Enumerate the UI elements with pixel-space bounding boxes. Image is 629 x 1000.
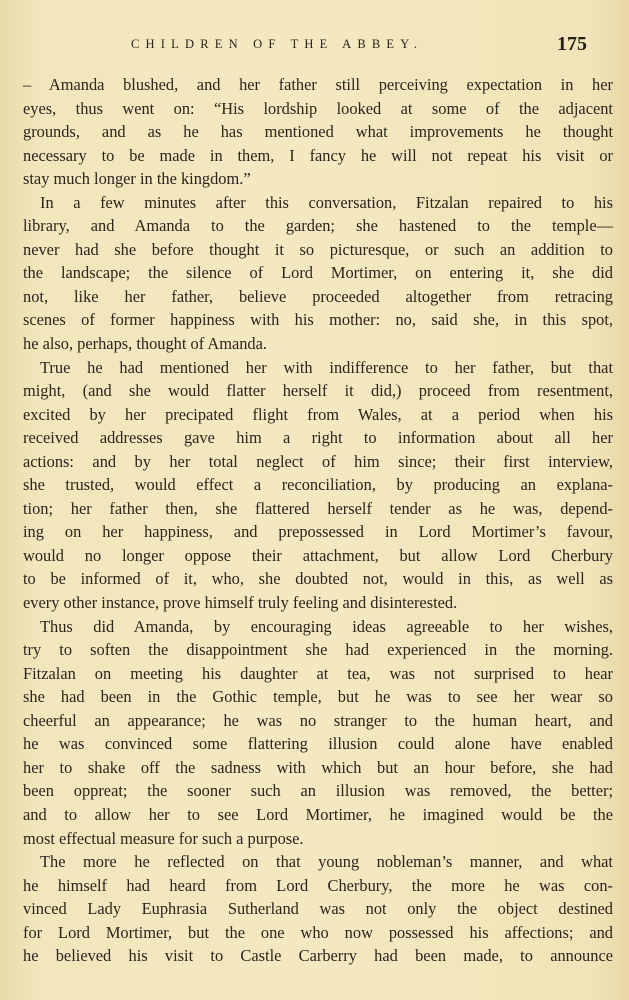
text-line: and to allow her to see Lord Mortimer, he imagined would be the bbox=[23, 804, 613, 824]
text-line: to be informed of it, who, she doubted not, would in this, as well as bbox=[23, 569, 613, 589]
text-line: for Lord Mortimer, but the one who now possessed his affections; and bbox=[23, 922, 613, 942]
text-line: necessary to be made in them, I fancy he will not repeat his visit or bbox=[23, 145, 613, 165]
text-line: library, and Amanda to the garden; she hastened to the temple— bbox=[23, 216, 613, 236]
text-line: the landscape; the silence of Lord Mortimer, on entering it, she did bbox=[23, 263, 613, 283]
text-line: grounds, and as he has mentioned what improvements he thought bbox=[23, 122, 613, 142]
text-line: eyes, thus went on: “His lordship looked at some of the adjacent bbox=[23, 98, 613, 118]
text-line: he himself had heard from Lord Cherbury, the more he was con- bbox=[23, 875, 613, 895]
text-line: he believed his visit to Castle Carberry had been made, to announce bbox=[23, 946, 613, 966]
page-header bbox=[0, 33, 629, 57]
text-line: her to shake off the sadness with which but an hour before, she had bbox=[23, 757, 613, 777]
text-line: most effectual measure for such a purpose. bbox=[23, 828, 304, 848]
page-number: 175 bbox=[557, 33, 587, 55]
text-line: scenes of former happiness with his mother: no, said she, in this spot, bbox=[23, 310, 613, 330]
text-line: cheerful an appearance; he was no stranger to the human heart, and bbox=[23, 710, 613, 730]
text-line: she had been in the Gothic temple, but he was to see her wear so bbox=[23, 687, 613, 707]
text-line: might, (and she would flatter herself it did,) proceed from resentment, bbox=[23, 381, 613, 401]
text-line: try to soften the disappointment she had experienced in the morning. bbox=[23, 640, 613, 660]
running-title: CHILDREN OF THE ABBEY. bbox=[131, 37, 424, 51]
text-line: he was convinced some flattering illusion could alone have enabled bbox=[23, 734, 613, 754]
text-line: not, like her father, believe proceeded altogether from retracing bbox=[23, 286, 613, 306]
text-line: The more he reflected on that young nobleman’s manner, and what bbox=[40, 852, 613, 872]
text-line: – Amanda blushed, and her father still perceiving expectation in her bbox=[23, 75, 613, 94]
text-line: never had she before thought it so picturesque, or such an addition to bbox=[23, 239, 613, 259]
text-line: Thus did Amanda, by encouraging ideas agreeable to her wishes, bbox=[40, 616, 613, 636]
text-line: vinced Lady Euphrasia Sutherland was not only the object destined bbox=[23, 899, 613, 919]
text-line: received addresses gave him a right to information about all her bbox=[23, 428, 613, 448]
text-line: Fitzalan on meeting his daughter at tea, was not surprised to hear bbox=[23, 663, 613, 683]
text-line: In a few minutes after this conversation, Fitzalan repaired to his bbox=[40, 192, 613, 212]
text-line: would no longer oppose their attachment, but allow Lord Cherbury bbox=[23, 545, 613, 565]
text-line: ing on her happiness, and prepossessed in Lord Mortimer’s favour, bbox=[23, 522, 613, 542]
text-line: she trusted, would effect a reconciliation, by producing an explana- bbox=[23, 475, 613, 495]
text-line: every other instance, prove himself truly feeling and disinterested. bbox=[23, 593, 458, 613]
text-line: been oppreat; the sooner such an illusion was removed, the better; bbox=[23, 781, 613, 801]
text-line: he also, perhaps, thought of Amanda. bbox=[23, 334, 267, 354]
text-line: tion; her father then, she flattered herself tender as he was, depend- bbox=[23, 498, 613, 518]
body-text bbox=[23, 73, 613, 968]
text-line: excited by her precipated flight from Wales, at a period when his bbox=[23, 404, 613, 424]
text-line: actions: and by her total neglect of him since; their first interview, bbox=[23, 451, 613, 471]
text-line: True he had mentioned her with indifference to her father, but that bbox=[40, 357, 613, 377]
text-line: stay much longer in the kingdom.” bbox=[23, 169, 251, 189]
